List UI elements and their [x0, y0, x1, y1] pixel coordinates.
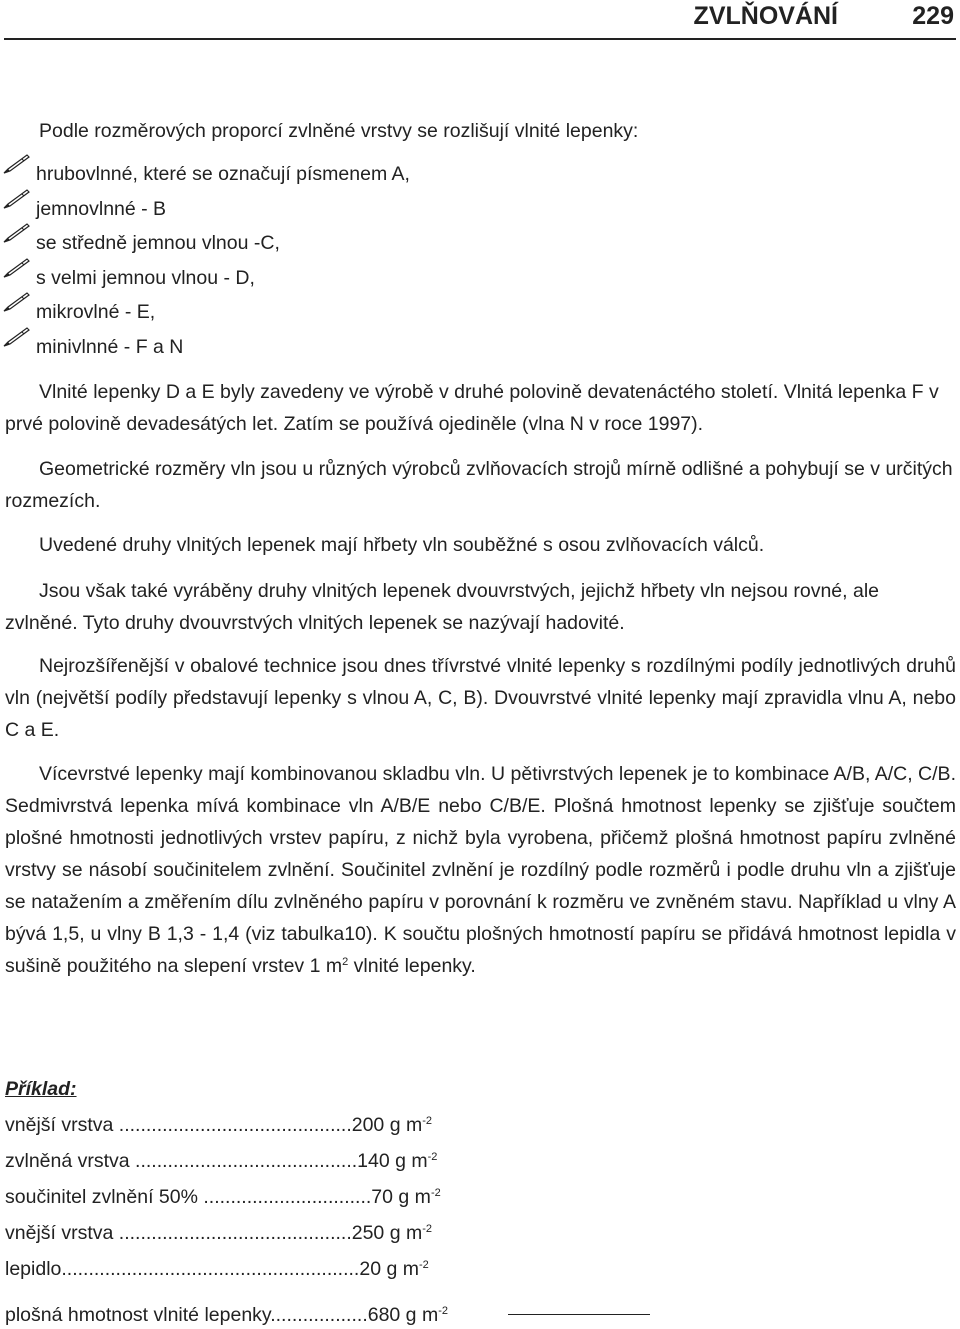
list-item-label: jemnovlnné - B [36, 197, 167, 220]
pen-icon [2, 222, 30, 244]
unit-exponent: -2 [427, 1151, 438, 1163]
list-item [0, 157, 700, 192]
pen-icon [2, 153, 30, 175]
unit-exponent: -2 [438, 1305, 448, 1317]
header-rule [4, 38, 956, 40]
page-number: 229 [912, 2, 954, 30]
list-item [0, 192, 700, 227]
example-row [5, 1184, 441, 1210]
list-item [0, 295, 700, 330]
pen-icon [2, 188, 30, 210]
example-row [5, 1112, 432, 1138]
list-item [0, 226, 700, 261]
paragraph-multilayer-end: vlnité lepenky. [348, 955, 476, 977]
pen-icon [2, 257, 30, 279]
list-item [0, 261, 700, 296]
header-title: ZVLŇOVÁNÍ [693, 2, 838, 30]
example-row-text: zvlněná vrstva .........................................140 g m [5, 1150, 428, 1172]
list-item-label: hrubovlnné, které se označují písmenem A, [36, 163, 410, 185]
list-item-label: se středně jemnou vlnou -C, [36, 232, 280, 254]
bullet-list [0, 157, 700, 364]
paragraph-history: Vlnité lepenky D a E byly zavedeny ve výrobě v druhé polovině devatenáctého století. Vlnitá lepenka F v prvé polovině devadesátých let. Zatím se používá ojediněle (vlna N v roce 1997). [5, 381, 939, 435]
unit-exponent: -2 [430, 1187, 441, 1199]
example-row-text: součinitel zvlnění 50% ...............................70 g m [5, 1186, 431, 1208]
unit-exponent: -2 [422, 1115, 432, 1127]
unit-exponent: -2 [418, 1259, 429, 1271]
list-item-label: s velmi jemnou vlnou - D, [36, 266, 255, 289]
superscript: 2 [342, 956, 349, 968]
unit-exponent: -2 [422, 1223, 432, 1235]
example-row-text: vnější vrstva ...........................................250 g m [5, 1222, 423, 1244]
list-item-label: mikrovlné - E, [36, 301, 156, 323]
pen-icon [2, 291, 30, 313]
sum-rule [508, 1314, 650, 1315]
paragraph-ridges: Uvedené druhy vlnitých lepenek mají hřbety vln souběžné s osou zvlňovacích válců. [39, 534, 765, 556]
intro-text: Podle rozměrových proporcí zvlněné vrstvy se rozlišují vlnité lepenky: [39, 120, 639, 142]
example-row [5, 1220, 432, 1246]
paragraph-three-layer: Nejrozšířenější v obalové technice jsou dnes třívrstvé vlnité lepenky s rozdílnými podíly jednotlivých druhů vln (největší podíly představují lepenky s vlnou A, C, B). Dvouvrstvé vlnité lepenky mají zpravidla vlnu A, nebo C a E. [5, 655, 956, 741]
pen-icon [2, 326, 30, 348]
list-item-label: minivlnné - F a N [36, 335, 184, 358]
example-row-total [5, 1302, 448, 1328]
example-row [5, 1256, 429, 1282]
paragraph-multilayer-text: Vícevrstvé lepenky mají kombinovanou skladbu vln. U pětivrstvých lepenek je to kombinace A/B, A/C, C/B. Sedmivrstvá lepenka mívá kombinace vln A/B/E nebo C/B/E. Plošná hmotnost lepenky se zjišťuje součtem plošné hmotnosti jednotlivých vrstev papíru, z nichž byla vyrobena, přičemž plošná hmotnost papíru zvlněné vrstvy se násobí součinitelem zvlnění. Součinitel zvlnění je rozdílný podle rozměrů i podle druhu vln a zjišťuje se natažením a změřením dílu zvlněného papíru v porovnání k rozměru ve zvněném stavu. Například u vlny A bývá 1,5, u vlny B 1,3 - 1,4 (viz tabulka10). K součtu plošných hmotností papíru se přidává hmotnost lepidla v sušině použitého na slepení vrstev 1 m [5, 763, 956, 977]
example-row [5, 1148, 437, 1174]
example-row-text: lepidlo.......................................................20 g m [5, 1258, 419, 1280]
paragraph-multilayer [5, 758, 956, 982]
example-title: Příklad: [5, 1078, 77, 1100]
list-item [0, 330, 700, 365]
example-row-text: plošná hmotnost vlnité lepenky..................680 g m [5, 1304, 439, 1326]
paragraph-wavy: Jsou však také vyráběny druhy vlnitých lepenek dvouvrstvých, jejichž hřbety vln nejsou rovné, ale zvlněné. Tyto druhy dvouvrstvých vlnitých lepenek se nazývají hadovité. [5, 580, 880, 634]
example-row-text: vnější vrstva ...........................................200 g m [5, 1114, 423, 1136]
paragraph-geometry: Geometrické rozměry vln jsou u různých výrobců zvlňovacích strojů mírně odlišné a pohybují se v určitých rozmezích. [5, 458, 953, 512]
